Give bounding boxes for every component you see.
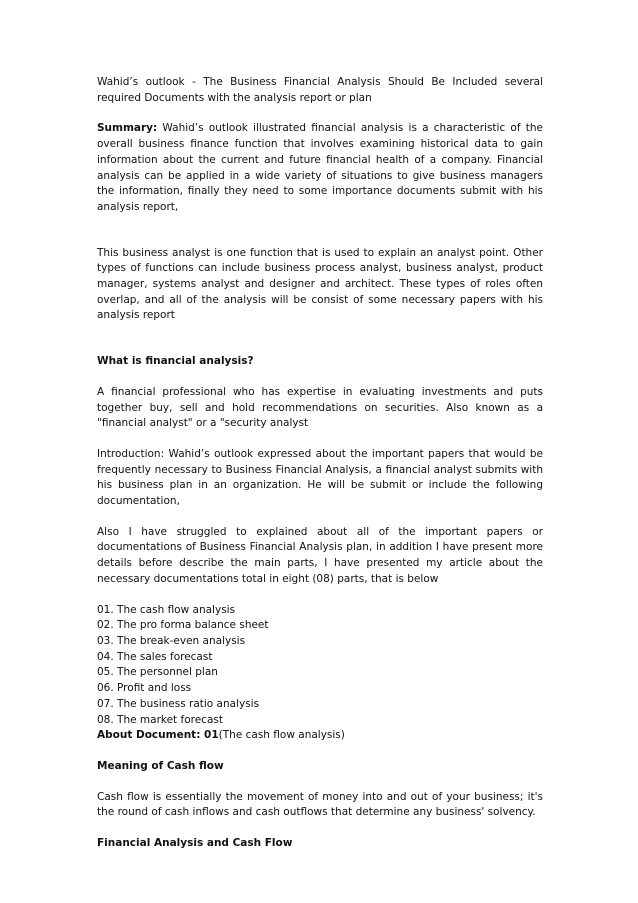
summary-text: Wahid’s outlook illustrated financial analysis is a characteristic of the overall business finance function that involves examining historical data to gain information about the current and future financial health of a company. Financial analysis can be applied in a wide variety of situations to give business managers the information, finally they need to some importance documents submit with his analysis report,	[97, 122, 543, 213]
list-item: 08. The market forecast	[97, 713, 223, 726]
struggle-paragraph: Also I have struggled to explained about all of the important papers or documentations of Business Financial Analysis plan, in addition I have present more details before describe the main parts, I have presented my article about the necessary documentations total in eight (08) parts, that is below	[97, 525, 543, 585]
list-item: 02. The pro forma balance sheet	[97, 619, 269, 632]
list-item: 01. The cash flow analysis	[97, 603, 236, 616]
heading-financial-analysis-cash-flow: Financial Analysis and Cash Flow	[97, 837, 293, 850]
analyst-paragraph: This business analyst is one function that is used to explain an analyst point. Other types of functions can include business process analyst, business analyst, product manager, systems analyst and designer and architect. These types of roles often overlap, and all of the analysis will be consist of some necessary papers with his analysis report	[97, 246, 543, 322]
list-item: 07. The business ratio analysis	[97, 697, 260, 710]
summary-paragraph	[97, 121, 543, 215]
heading-what-is-financial-analysis: What is financial analysis?	[97, 355, 254, 368]
list-item: 03. The break-even analysis	[97, 634, 246, 647]
list-item: 05. The personnel plan	[97, 666, 218, 679]
about-document-label: About Document: 01	[97, 729, 219, 742]
heading-meaning-of-cash-flow: Meaning of Cash flow	[97, 759, 224, 772]
document-page	[97, 75, 543, 867]
list-item: 04. The sales forecast	[97, 650, 213, 663]
cash-flow-paragraph: Cash flow is essentially the movement of money into and out of your business; it's the round of cash inflows and cash outflows that determine any business' solvency.	[97, 790, 543, 819]
introduction-paragraph: Introduction: Wahid’s outlook expressed about the important papers that would be frequently necessary to Business Financial Analysis, a financial analyst submits with his business plan in an organization. He will be submit or include the following documentation,	[97, 447, 543, 508]
about-document-text: (The cash flow analysis)	[218, 729, 345, 742]
financial-professional-paragraph: A financial professional who has expertise in evaluating investments and puts together buy, sell and hold recommendations on securities. Also known as a "financial analyst" or a "security analyst	[97, 385, 543, 430]
about-document-line	[97, 728, 543, 744]
parts-list	[97, 603, 543, 729]
list-item: 06. Profit and loss	[97, 682, 192, 695]
summary-label: Summary:	[97, 122, 158, 135]
document-title: Wahid’s outlook - The Business Financial Analysis Should Be Included several required Documents with the analysis report or plan	[97, 76, 543, 104]
